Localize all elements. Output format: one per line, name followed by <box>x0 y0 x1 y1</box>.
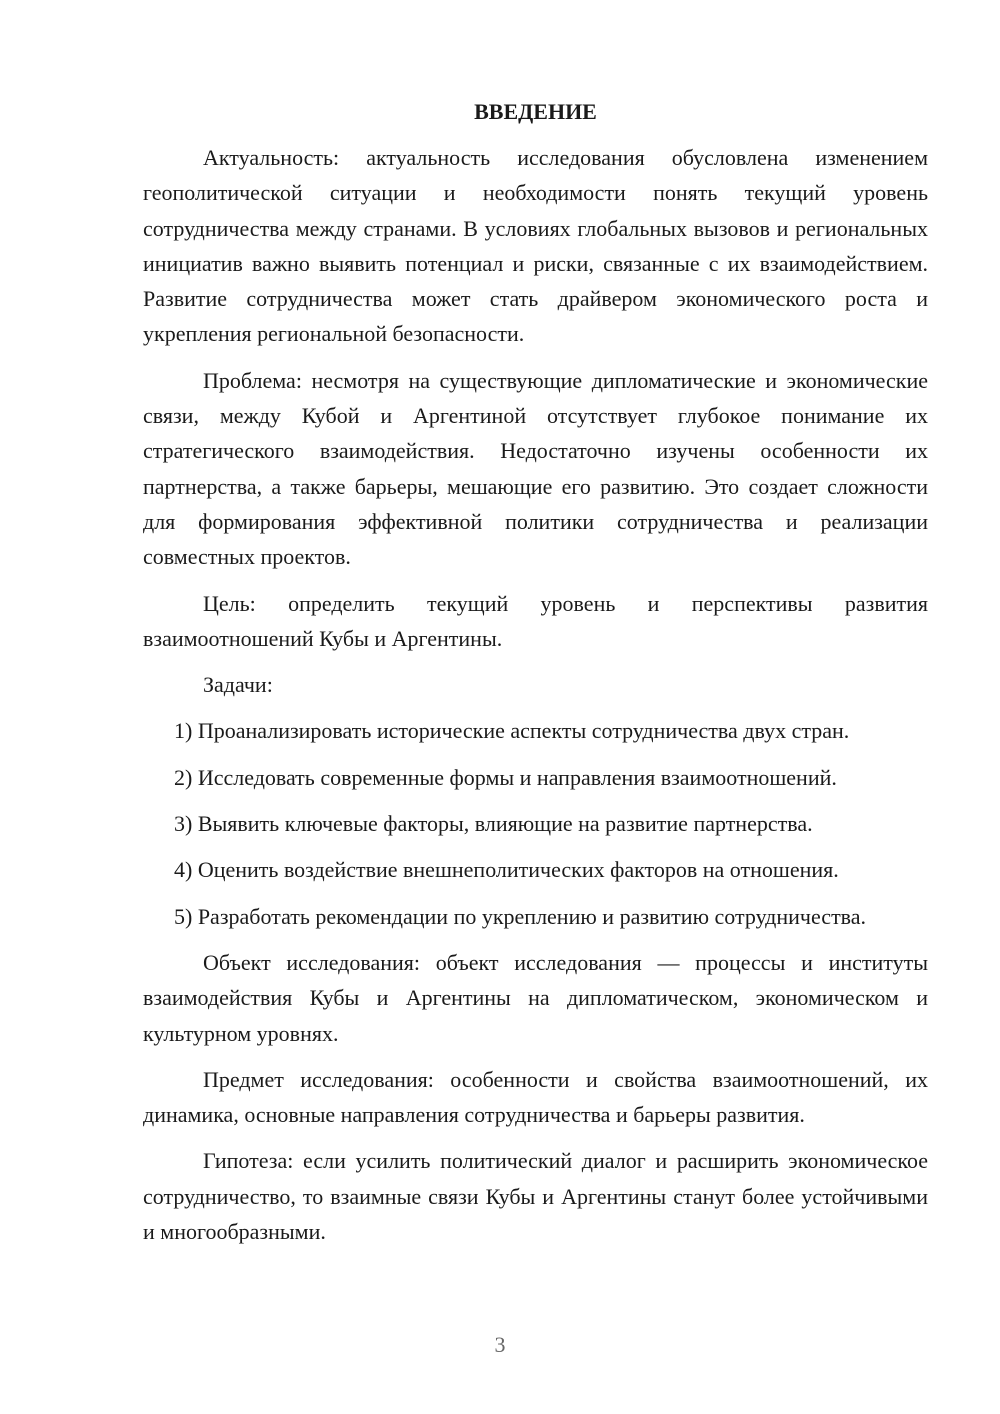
paragraph-problem: Проблема: несмотря на существующие дипломатические и экономические связи, между Кубой и Аргентиной отсутствует глубокое понимание их стратегического взаимодействия. Недостаточно изучены особенности их партнерства, а также барьеры, мешающие его развитию. Это создает сложности для формирования эффективной политики сотрудничества и реализации совместных проектов. <box>143 367 928 570</box>
task-item-2: 2) Исследовать современные формы и направления взаимоотношений. <box>174 764 837 790</box>
paragraph-object: Объект исследования: объект исследования — процессы и институты взаимодействия Кубы и Аргентины на дипломатическом, экономическом и культурном уровнях. <box>143 949 928 1046</box>
task-item-1: 1) Проанализировать исторические аспекты сотрудничества двух стран. <box>174 718 850 744</box>
paragraph-tasks-label: Задачи: <box>203 672 273 698</box>
paragraph-relevance: Актуальность: актуальность исследования обусловлена изменением геополитической ситуации и необходимости понять текущий уровень сотрудничества между странами. В условиях глобальных вызовов и региональных инициатив важно выявить потенциал и риски, связанные с их взаимодействием. Развитие сотрудничества может стать драйвером экономического роста и укрепления региональной безопасности. <box>143 145 928 347</box>
task-item-3: 3) Выявить ключевые факторы, влияющие на развитие партнерства. <box>174 811 813 837</box>
task-item-4: 4) Оценить воздействие внешнеполитических факторов на отношения. <box>174 857 839 883</box>
paragraph-goal: Цель: определить текущий уровень и перспективы развития взаимоотношений Кубы и Аргентины. <box>143 590 928 651</box>
paragraph-subject: Предмет исследования: особенности и свойства взаимоотношений, их динамика, основные направления сотрудничества и барьеры развития. <box>143 1066 928 1128</box>
section-heading: ВВЕДЕНИЕ <box>474 99 597 124</box>
paragraph-hypothesis: Гипотеза: если усилить политический диалог и расширить экономическое сотрудничество, то взаимные связи Кубы и Аргентины станут более устойчивыми и многообразными. <box>143 1148 928 1245</box>
page-number: 3 <box>494 1332 506 1357</box>
task-item-5: 5) Разработать рекомендации по укреплению и развитию сотрудничества. <box>174 903 867 929</box>
document-page <box>143 96 928 1260</box>
